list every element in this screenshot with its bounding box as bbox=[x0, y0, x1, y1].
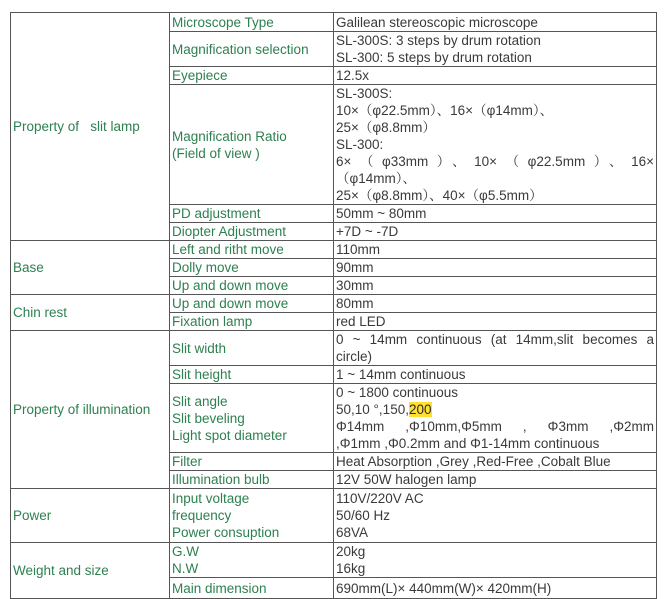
label-up-down-move-chin: Up and down move bbox=[170, 295, 334, 313]
value-diopter-adjustment: +7D ~ -7D bbox=[334, 223, 657, 241]
label-filter: Filter bbox=[170, 453, 334, 471]
value-power-group: 110V/220V AC 50/60 Hz 68VA bbox=[334, 489, 657, 543]
label-slit-angle-group: Slit angle Slit beveling Light spot diameter bbox=[170, 384, 334, 453]
label-microscope-type: Microscope Type bbox=[170, 13, 334, 32]
value-fixation-lamp: red LED bbox=[334, 313, 657, 331]
label-slit-height: Slit height bbox=[170, 366, 334, 384]
label-eyepiece: Eyepiece bbox=[170, 67, 334, 85]
section-chin-rest: Chin rest bbox=[11, 295, 170, 331]
label-power-group: Input voltage frequency Power consuption bbox=[170, 489, 334, 543]
table-row bbox=[11, 331, 657, 366]
table-row bbox=[11, 241, 657, 259]
value-microscope-type: Galilean stereoscopic microscope bbox=[334, 13, 657, 32]
value-up-down-move-base: 30mm bbox=[334, 277, 657, 295]
value-up-down-move-chin: 80mm bbox=[334, 295, 657, 313]
value-illumination-bulb: 12V 50W halogen lamp bbox=[334, 471, 657, 489]
label-dolly-move: Dolly move bbox=[170, 259, 334, 277]
slit-beveling-value bbox=[336, 401, 654, 418]
slit-angle-value: 0 ~ 1800 continuous bbox=[336, 385, 458, 400]
label-up-down-move-base: Up and down move bbox=[170, 277, 334, 295]
slit-width-line1: 0 ~ 14mm continuous (at 14mm,slit becomes a bbox=[336, 332, 654, 347]
table-row bbox=[11, 295, 657, 313]
spec-table bbox=[10, 12, 657, 599]
label-weight-group: G.W N.W bbox=[170, 543, 334, 578]
label-main-dimension: Main dimension bbox=[170, 578, 334, 599]
light-spot-line1: Φ14mm ,Φ10mm,Φ5mm , Φ3mm ,Φ2mm bbox=[336, 419, 654, 434]
value-main-dimension: 690mm(L)× 440mm(W)× 420mm(H) bbox=[334, 578, 657, 599]
label-slit-width: Slit width bbox=[170, 331, 334, 366]
section-illumination: Property of illumination bbox=[11, 331, 170, 489]
value-magnification-ratio bbox=[334, 85, 657, 205]
value-dolly-move: 90mm bbox=[334, 259, 657, 277]
light-spot-line2: ,Φ1mm ,Φ0.2mm and Φ1-14mm continuous bbox=[336, 436, 600, 451]
value-weight-group: 20kg 16kg bbox=[334, 543, 657, 578]
value-left-right-move: 110mm bbox=[334, 241, 657, 259]
label-magnification-ratio: Magnification Ratio (Field of view ) bbox=[170, 85, 334, 205]
label-left-right-move: Left and ritht move bbox=[170, 241, 334, 259]
section-base: Base bbox=[11, 241, 170, 295]
value-magnification-selection: SL-300S: 3 steps by drum rotation SL-300: 5 steps by drum rotation bbox=[334, 32, 657, 67]
magnification-ratio-lines: SL-300S: 10×（φ22.5mm）、16×（φ14mm）、 25×（φ8.8mm） SL-300: bbox=[336, 86, 554, 152]
label-fixation-lamp: Fixation lamp bbox=[170, 313, 334, 331]
label-diopter-adjustment: Diopter Adjustment bbox=[170, 223, 334, 241]
magnification-ratio-tail: （φ14mm）、 25×（φ8.8mm）、40×（φ5.5mm） bbox=[336, 171, 543, 203]
label-illumination-bulb: Illumination bulb bbox=[170, 471, 334, 489]
value-filter: Heat Absorption ,Grey ,Red-Free ,Cobalt Blue bbox=[334, 453, 657, 471]
value-slit-height: 1 ~ 14mm continuous bbox=[334, 366, 657, 384]
table-row bbox=[11, 489, 657, 543]
section-slit-lamp: Property of slit lamp bbox=[11, 13, 170, 241]
section-power: Power bbox=[11, 489, 170, 543]
slit-beveling-text: 50,10 °,150, bbox=[336, 402, 409, 417]
slit-beveling-highlight: 200 bbox=[408, 402, 432, 417]
label-magnification-selection: Magnification selection bbox=[170, 32, 334, 67]
section-weight-size: Weight and size bbox=[11, 543, 170, 599]
slit-width-line2: circle) bbox=[336, 349, 372, 364]
value-pd-adjustment: 50mm ~ 80mm bbox=[334, 205, 657, 223]
value-eyepiece: 12.5x bbox=[334, 67, 657, 85]
label-pd-adjustment: PD adjustment bbox=[170, 205, 334, 223]
magnification-ratio-sl300-line: 6×（φ33mm）、10×（φ22.5mm）、16× bbox=[336, 154, 654, 169]
table-row bbox=[11, 13, 657, 32]
value-slit-angle-group bbox=[334, 384, 657, 453]
value-slit-width bbox=[334, 331, 657, 366]
table-row bbox=[11, 543, 657, 578]
